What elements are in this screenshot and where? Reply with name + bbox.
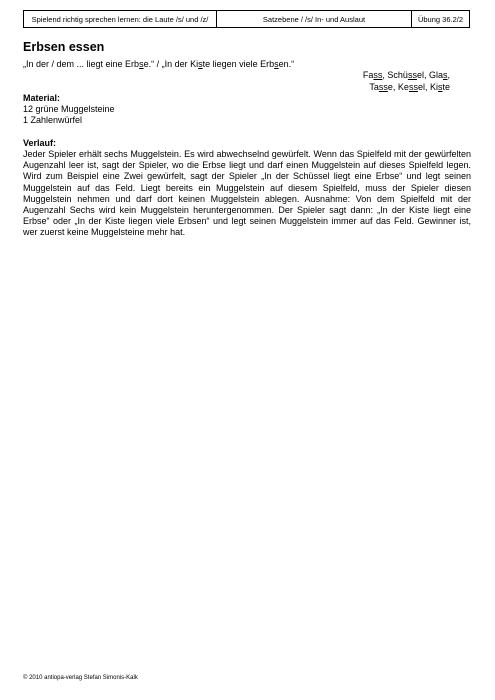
word-part: Ke: [397, 82, 409, 92]
worksheet-header: [23, 10, 470, 28]
page-title: Erbsen essen: [23, 40, 105, 54]
header-level: Satzebene / /s/ In- und Auslaut: [217, 11, 412, 27]
material-heading: Material:: [23, 93, 61, 103]
sentence-underline: s: [139, 59, 144, 69]
word-underline: ss: [378, 82, 388, 92]
sentence-part: e.“ / „In der Ki: [143, 59, 199, 69]
sentence-underline: s: [274, 59, 279, 69]
word-part: Ki: [429, 82, 438, 92]
word-list: [363, 69, 450, 93]
sentence-underline: s: [198, 59, 203, 69]
word-line: [363, 81, 450, 93]
word-part: te: [442, 82, 450, 92]
word-part: ,: [382, 70, 385, 80]
word-underline: ss: [408, 82, 418, 92]
word-part: Fa: [362, 70, 374, 80]
material-list: [23, 104, 115, 126]
word-part: Ta: [369, 82, 379, 92]
material-item: 1 Zahlenwürfel: [23, 115, 83, 125]
word-underline: s: [442, 70, 448, 80]
word-part: Gla: [428, 70, 443, 80]
verlauf-heading: Verlauf:: [23, 138, 57, 148]
sentence-part: te liegen viele Erb: [202, 59, 275, 69]
word-underline: ss: [373, 70, 383, 80]
sentence-part: „In der / dem ... liegt eine Erb: [23, 59, 140, 69]
header-exercise: Übung 36.2/2: [417, 14, 464, 24]
word-underline: s: [437, 82, 443, 92]
word-line: [363, 69, 450, 81]
word-part: e,: [387, 82, 396, 92]
word-part: Schü: [387, 70, 408, 80]
word-part: el,: [416, 70, 427, 80]
model-sentence: [23, 59, 294, 69]
verlauf-text: Jeder Spieler erhält sechs Muggelstein. Es wird abwechselnd gewürfelt. Wenn das Spielfeld mit der gewürfelten Augenzahl leer ist, sagt der Spieler, wo die Erbse liegt und darf einen Muggelstein auf dieses Spielfeld legen. Wird zum Beispiel eine Zwei gewürfelt, sagt der Spieler „In der Schüssel liegt eine Erbse“ und legt seinen Muggelstein auf das Feld. Liegt bereits ein Muggelstein auf diesem Spielfeld, muss der Spieler diesen Muggelstein nehmen und darf dort keinen Muggelstein ablegen. Ausnahme: Von dem Spielfeld mit der Augenzahl Sechs wird kein Muggelstein heruntergenommen. Der Spieler sagt dann: „In der Kiste liegt eine Erbse“ oder „In der Kiste liegen viele Erbsen“ und legt seinen Muggelstein immer auf das Feld. Gewinner ist, wer zuerst keine Muggelsteine mehr hat.: [23, 149, 471, 238]
word-part: ,: [447, 70, 450, 80]
material-item: 12 grüne Muggelsteine: [23, 104, 115, 114]
word-part: el,: [417, 82, 428, 92]
header-topic: Spielend richtig sprechen lernen: die Laute /s/ und /z/: [24, 11, 217, 27]
copyright-footer: © 2010 antiopa-verlag Stefan Simonis-Kalk: [23, 675, 138, 681]
sentence-part: en.“: [278, 59, 295, 69]
word-underline: ss: [407, 70, 417, 80]
